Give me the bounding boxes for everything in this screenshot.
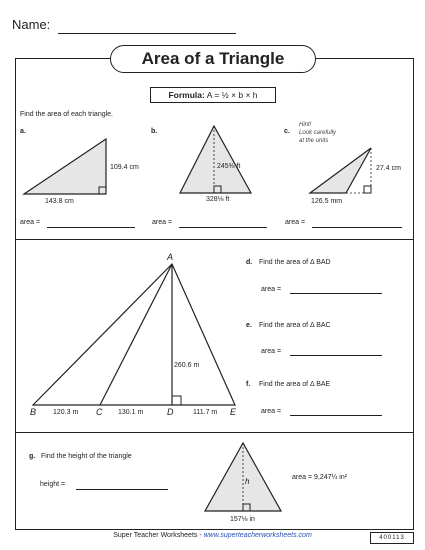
big-triangle-figure [20, 250, 245, 425]
problem-a-answer-line[interactable] [47, 227, 135, 228]
problem-d-text: Find the area of Δ BAD [259, 259, 331, 266]
problem-f-text: Find the area of Δ BAE [259, 381, 331, 388]
problem-g-area: area = 9,247¼ in² [292, 474, 348, 481]
formula-text: A = ½ × b × h [206, 90, 258, 100]
segment-cd-length: 130.1 m [118, 409, 144, 416]
triangle-a-figure [18, 134, 133, 209]
problem-g-answer-label: height = [40, 481, 66, 488]
height-variable: h [245, 477, 250, 486]
segment-de-length: 111.7 m [193, 409, 218, 416]
problem-b-base: 328⅛ ft [206, 196, 230, 203]
triangle-a [24, 139, 106, 194]
triangle-b-figure [176, 122, 256, 197]
section-divider [15, 239, 414, 240]
problem-g-label: g. [29, 453, 36, 460]
triangle-c [310, 148, 371, 193]
problem-e-label: e. [246, 322, 252, 329]
triangle-g-figure [201, 440, 286, 515]
triangle-bae [33, 264, 235, 405]
problem-d-answer-line[interactable] [290, 293, 382, 294]
footer-url[interactable]: www.superteacherworksheets.com [203, 532, 312, 539]
instructions: Find the area of each triangle. [20, 111, 114, 118]
triangle-b [180, 126, 251, 193]
formula-label: Formula: [168, 90, 205, 100]
problem-f-label: f. [246, 381, 251, 388]
problem-c-label: c. [284, 128, 290, 135]
problem-g-base: 157⅛ in [230, 516, 255, 523]
segment-bc-length: 120.3 m [53, 409, 79, 416]
problem-a-height: 109.4 cm [110, 164, 139, 171]
problem-f-answer-line[interactable] [290, 415, 382, 416]
footer [0, 532, 425, 539]
vertex-d: D [167, 407, 174, 417]
vertex-c: C [96, 407, 103, 417]
problem-b-answer-line[interactable] [179, 227, 267, 228]
problem-a-answer-label: area = [20, 219, 41, 226]
problem-b-answer-label: area = [152, 219, 173, 226]
problem-c-hint [299, 121, 336, 145]
right-angle-marker [364, 186, 371, 193]
problem-e-answer-label: area = [261, 348, 282, 355]
problem-e-answer-line[interactable] [290, 355, 382, 356]
problem-e-text: Find the area of Δ BAC [259, 322, 331, 329]
hint-line-3: at the units [299, 138, 329, 144]
problem-b-height: 245⅜ ft [217, 163, 241, 170]
vertex-b: B [30, 407, 37, 417]
worksheet-code: 400113 [370, 532, 414, 544]
section-divider [15, 432, 414, 433]
problem-c-height: 27.4 cm [376, 165, 401, 172]
formula-box [150, 87, 276, 103]
height-ad-length: 260.6 m [174, 362, 200, 369]
problem-b-label: b. [151, 128, 158, 135]
triangle-c-figure [306, 146, 376, 198]
problem-c-answer-line[interactable] [312, 227, 402, 228]
problem-g-text: Find the height of the triangle [41, 453, 132, 460]
footer-brand: Super Teacher Worksheets - [113, 532, 204, 539]
hint-line-2: Look carefully [299, 130, 337, 136]
vertex-a: A [167, 252, 174, 262]
problem-a-base: 143.8 cm [45, 198, 74, 205]
vertex-e: E [230, 407, 237, 417]
problem-g-answer-line[interactable] [76, 489, 168, 490]
name-label: Name: [12, 17, 51, 32]
problem-c-base: 126.5 mm [311, 198, 343, 205]
problem-f-answer-label: area = [261, 408, 282, 415]
problem-d-label: d. [246, 259, 253, 266]
problem-d-answer-label: area = [261, 286, 282, 293]
problem-c-answer-label: area = [285, 219, 306, 226]
page-title: Area of a Triangle [110, 45, 316, 73]
hint-line-1: Hint! [299, 122, 312, 128]
problem-a-label: a. [20, 128, 26, 135]
name-line [58, 33, 236, 34]
